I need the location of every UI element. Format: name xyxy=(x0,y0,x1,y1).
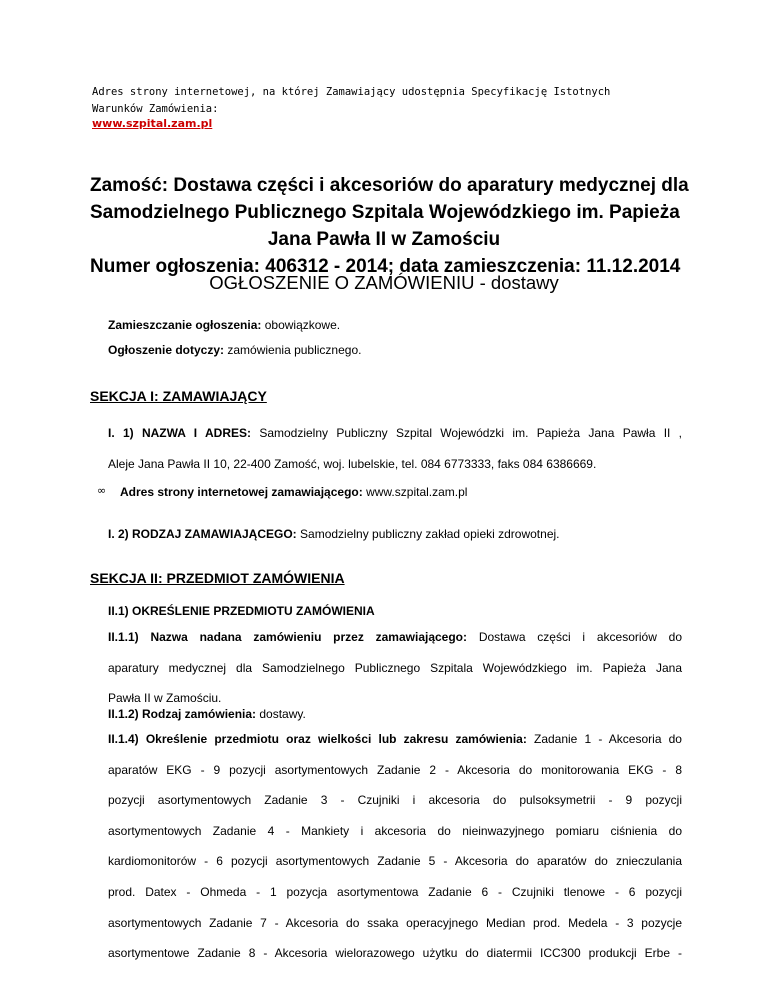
order-kind-label: II.1.2) Rodzaj zamówienia: xyxy=(108,707,257,721)
type-line xyxy=(108,527,560,541)
title-line-3: Jana Pawła II w Zamościu xyxy=(267,229,501,250)
section-2-heading: SEKCJA II: PRZEDMIOT ZAMÓWIENIA xyxy=(90,570,345,586)
subject-heading xyxy=(108,604,375,618)
website-label: Adres strony internetowej zamawiającego: xyxy=(120,485,363,499)
section-1-name-address xyxy=(108,418,682,479)
title-line-4: Numer ogłoszenia: 406312 - 2014; data zamieszczenia: 11.12.2014 xyxy=(90,256,681,277)
type-label: I. 2) RODZAJ ZAMAWIAJĄCEGO: xyxy=(108,527,297,541)
name-address-value-1: Samodzielny Publiczny Szpital Wojewódzki im. Papieża Jana Pawła II , xyxy=(259,426,682,440)
document-subtitle: OGŁOSZENIE O ZAMÓWIENIU - dostawy xyxy=(209,272,559,293)
order-scope-label: II.1.4) Określenie przedmiotu oraz wielkości lub zakresu zamówienia: xyxy=(108,732,527,746)
siwz-note: Adres strony internetowej, na której Zamawiający udostępnia Specyfikację Istotnych Warunków Zamówienia: xyxy=(92,86,611,115)
mandatory-label: Zamieszczanie ogłoszenia: xyxy=(108,318,262,332)
document-title xyxy=(90,172,689,280)
type-value: Samodzielny publiczny zakład opieki zdrowotnej. xyxy=(300,527,560,541)
order-name-line-2: aparatury medycznej dla Samodzielnego Publicznego Szpitala Wojewódzkiego im. Papieża Jana xyxy=(108,660,682,675)
order-scope-line-8: asortymentowe Zadanie 8 - Akcesoria wielorazowego użytku do diatermii ICC300 produkcji Erbe - xyxy=(108,946,682,961)
section-1-heading: SEKCJA I: ZAMAWIAJĄCY xyxy=(90,388,267,404)
concerns-value: zamówienia publicznego. xyxy=(227,343,362,357)
order-scope-line-6: prod. Datex - Ohmeda - 1 pozycja asortymentowa Zadanie 6 - Czujniki tlenowe - 6 pozycji xyxy=(108,884,682,899)
order-kind-value: dostawy. xyxy=(259,707,306,721)
name-address-label: I. 1) NAZWA I ADRES: xyxy=(108,426,251,440)
bullet-icon: ∞ xyxy=(97,484,107,497)
mandatory-line xyxy=(108,318,340,332)
order-scope-line-1 xyxy=(108,724,682,755)
siwz-link[interactable]: www.szpital.zam.pl xyxy=(92,117,213,130)
order-scope-block xyxy=(108,724,682,969)
order-name-label: II.1.1) Nazwa nadana zamówieniu przez zamawiającego: xyxy=(108,630,468,644)
concerns-label: Ogłoszenie dotyczy: xyxy=(108,343,225,357)
mandatory-value: obowiązkowe. xyxy=(264,318,341,332)
order-scope-line-2: aparatów EKG - 9 pozycji asortymentowych Zadanie 2 - Akcesoria do monitorowania EKG - 8 xyxy=(108,762,682,777)
concerns-line xyxy=(108,343,361,357)
subject-heading-text: II.1) OKREŚLENIE PRZEDMIOTU ZAMÓWIENIA xyxy=(108,604,375,618)
order-name-line-3: Pawła II w Zamościu. xyxy=(108,691,222,706)
order-name-line-1 xyxy=(108,622,682,653)
order-name-block xyxy=(108,622,682,714)
order-name-value-1: Dostawa części i akcesoriów do xyxy=(478,630,683,644)
title-line-2: Samodzielnego Publicznego Szpitala Wojewódzkiego im. Papieża xyxy=(90,202,680,223)
order-scope-value-1: Zadanie 1 - Akcesoria do xyxy=(533,732,682,746)
order-scope-line-4: asortymentowych Zadanie 4 - Mankiety i akcesoria do nieinwazyjnego pomiaru ciśnienia do xyxy=(108,823,682,838)
name-address-line-2: Aleje Jana Pawła II 10, 22-400 Zamość, woj. lubelskie, tel. 084 6773333, faks 084 6386669. xyxy=(108,456,597,471)
website-value: www.szpital.zam.pl xyxy=(366,485,468,499)
title-line-1: Zamość: Dostawa części i akcesoriów do aparatury medycznej dla xyxy=(90,175,689,196)
order-kind-line xyxy=(108,707,306,721)
order-scope-line-5: kardiomonitorów - 6 pozycji asortymentowych Zadanie 5 - Akcesoria do aparatów do znieczulania xyxy=(108,854,682,869)
order-scope-line-7: asortymentowych Zadanie 7 - Akcesoria do ssaka operacyjnego Median prod. Medela - 3 pozycje xyxy=(108,915,682,930)
website-line xyxy=(120,485,467,499)
order-scope-line-3: pozycji asortymentowych Zadanie 3 - Czujniki i akcesoria do pulsoksymetrii - 9 pozycji xyxy=(108,793,682,808)
name-address-line-1 xyxy=(108,418,682,449)
